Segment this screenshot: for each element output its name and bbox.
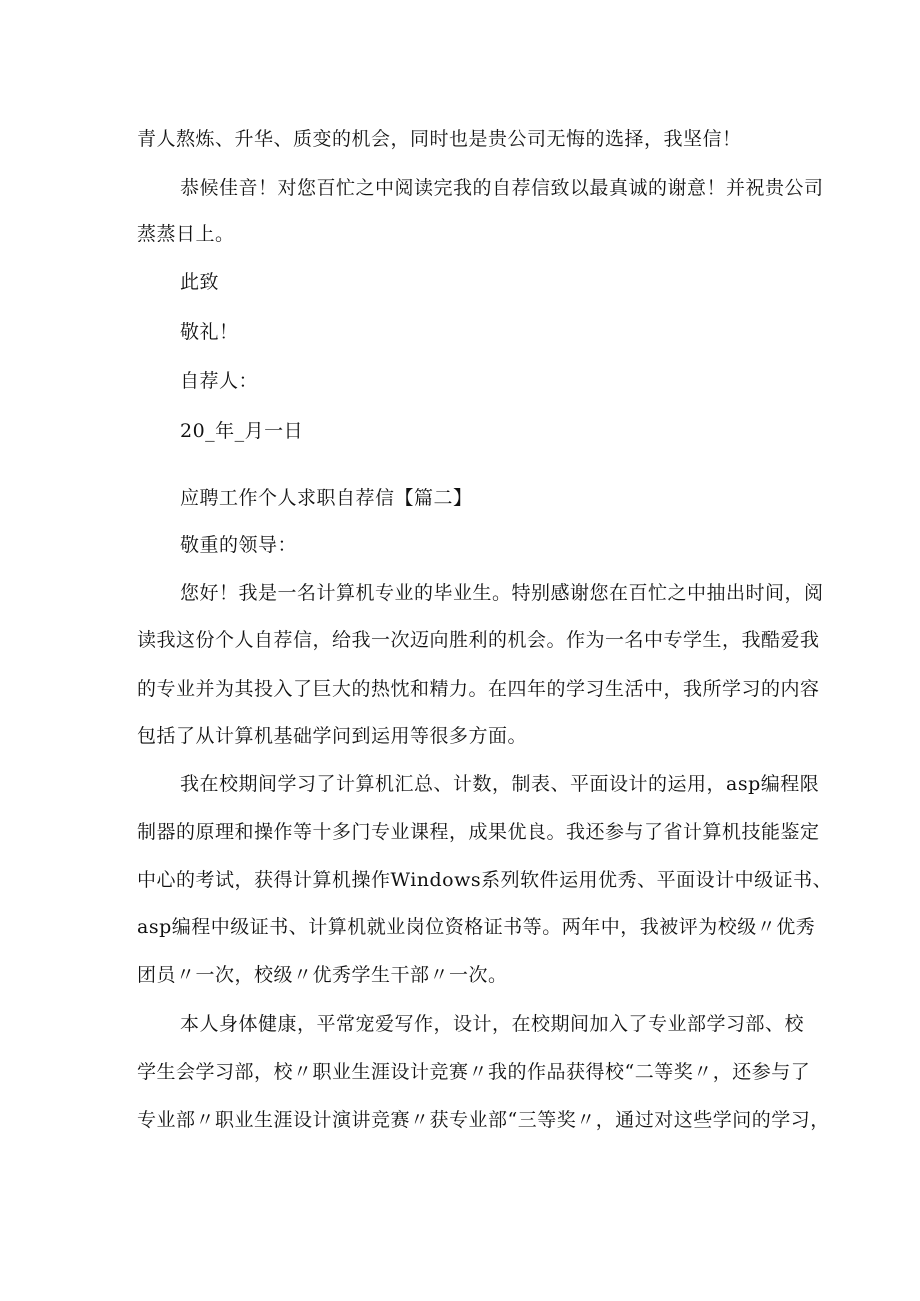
text-line: 青人熬炼、升华、质变的机会，同时也是贵公司无悔的选择，我坚信！ [137, 128, 742, 150]
text-line: 恭候佳音！对您百忙之中阅读完我的自荐信致以最真诚的谢意！并祝贵公司 [180, 177, 824, 199]
text-line: 读我这份个人自荐信，给我一次迈向胜利的机会。作为一名中专学生，我酷爱我 [137, 629, 820, 651]
text-line: 专业部〃职业生涯设计演讲竞赛〃获专业部“三等奖〃，通过对这些学问的学习， [137, 1109, 830, 1131]
text-line: 本人身体健康，平常宠爱写作，设计，在校期间加入了专业部学习部、校 [180, 1013, 805, 1035]
signer-label: 自荐人： [180, 370, 259, 392]
text-line: 团员〃一次，校级〃优秀学生干部〃一次。 [137, 964, 508, 986]
text-line: 制器的原理和操作等十多门专业课程，成果优良。我还参与了省计算机技能鉴定 [137, 821, 820, 843]
text-line: 包括了从计算机基础学问到运用等很多方面。 [137, 725, 528, 747]
text-line: 您好！我是一名计算机专业的毕业生。特别感谢您在百忙之中抽出时间，阅 [180, 582, 824, 604]
section-title: 应聘工作个人求职自荐信【篇二】 [180, 487, 473, 509]
text-line: 的专业并为其投入了巨大的热忱和精力。在四年的学习生活中，我所学习的内容 [137, 678, 820, 700]
greeting: 敬重的领导： [180, 534, 298, 556]
date-line: 20_年_月一日 [180, 420, 304, 442]
text-line: 中心的考试，获得计算机操作Windows系列软件运用优秀、平面设计中级证书、 [137, 869, 833, 891]
text-line: asp编程中级证书、计算机就业岗位资格证书等。两年中，我被评为校级〃优秀 [137, 916, 816, 938]
text-line: 蒸蒸日上。 [137, 223, 235, 245]
text-line: 学生会学习部，校〃职业生涯设计竞赛〃我的作品获得校“二等奖〃，还参与了 [137, 1061, 811, 1083]
closing-salutation-2: 敬礼！ [180, 321, 239, 343]
closing-salutation-1: 此致 [180, 271, 220, 293]
text-line: 我在校期间学习了计算机汇总、计数，制表、平面设计的运用，asp编程限 [180, 773, 820, 795]
